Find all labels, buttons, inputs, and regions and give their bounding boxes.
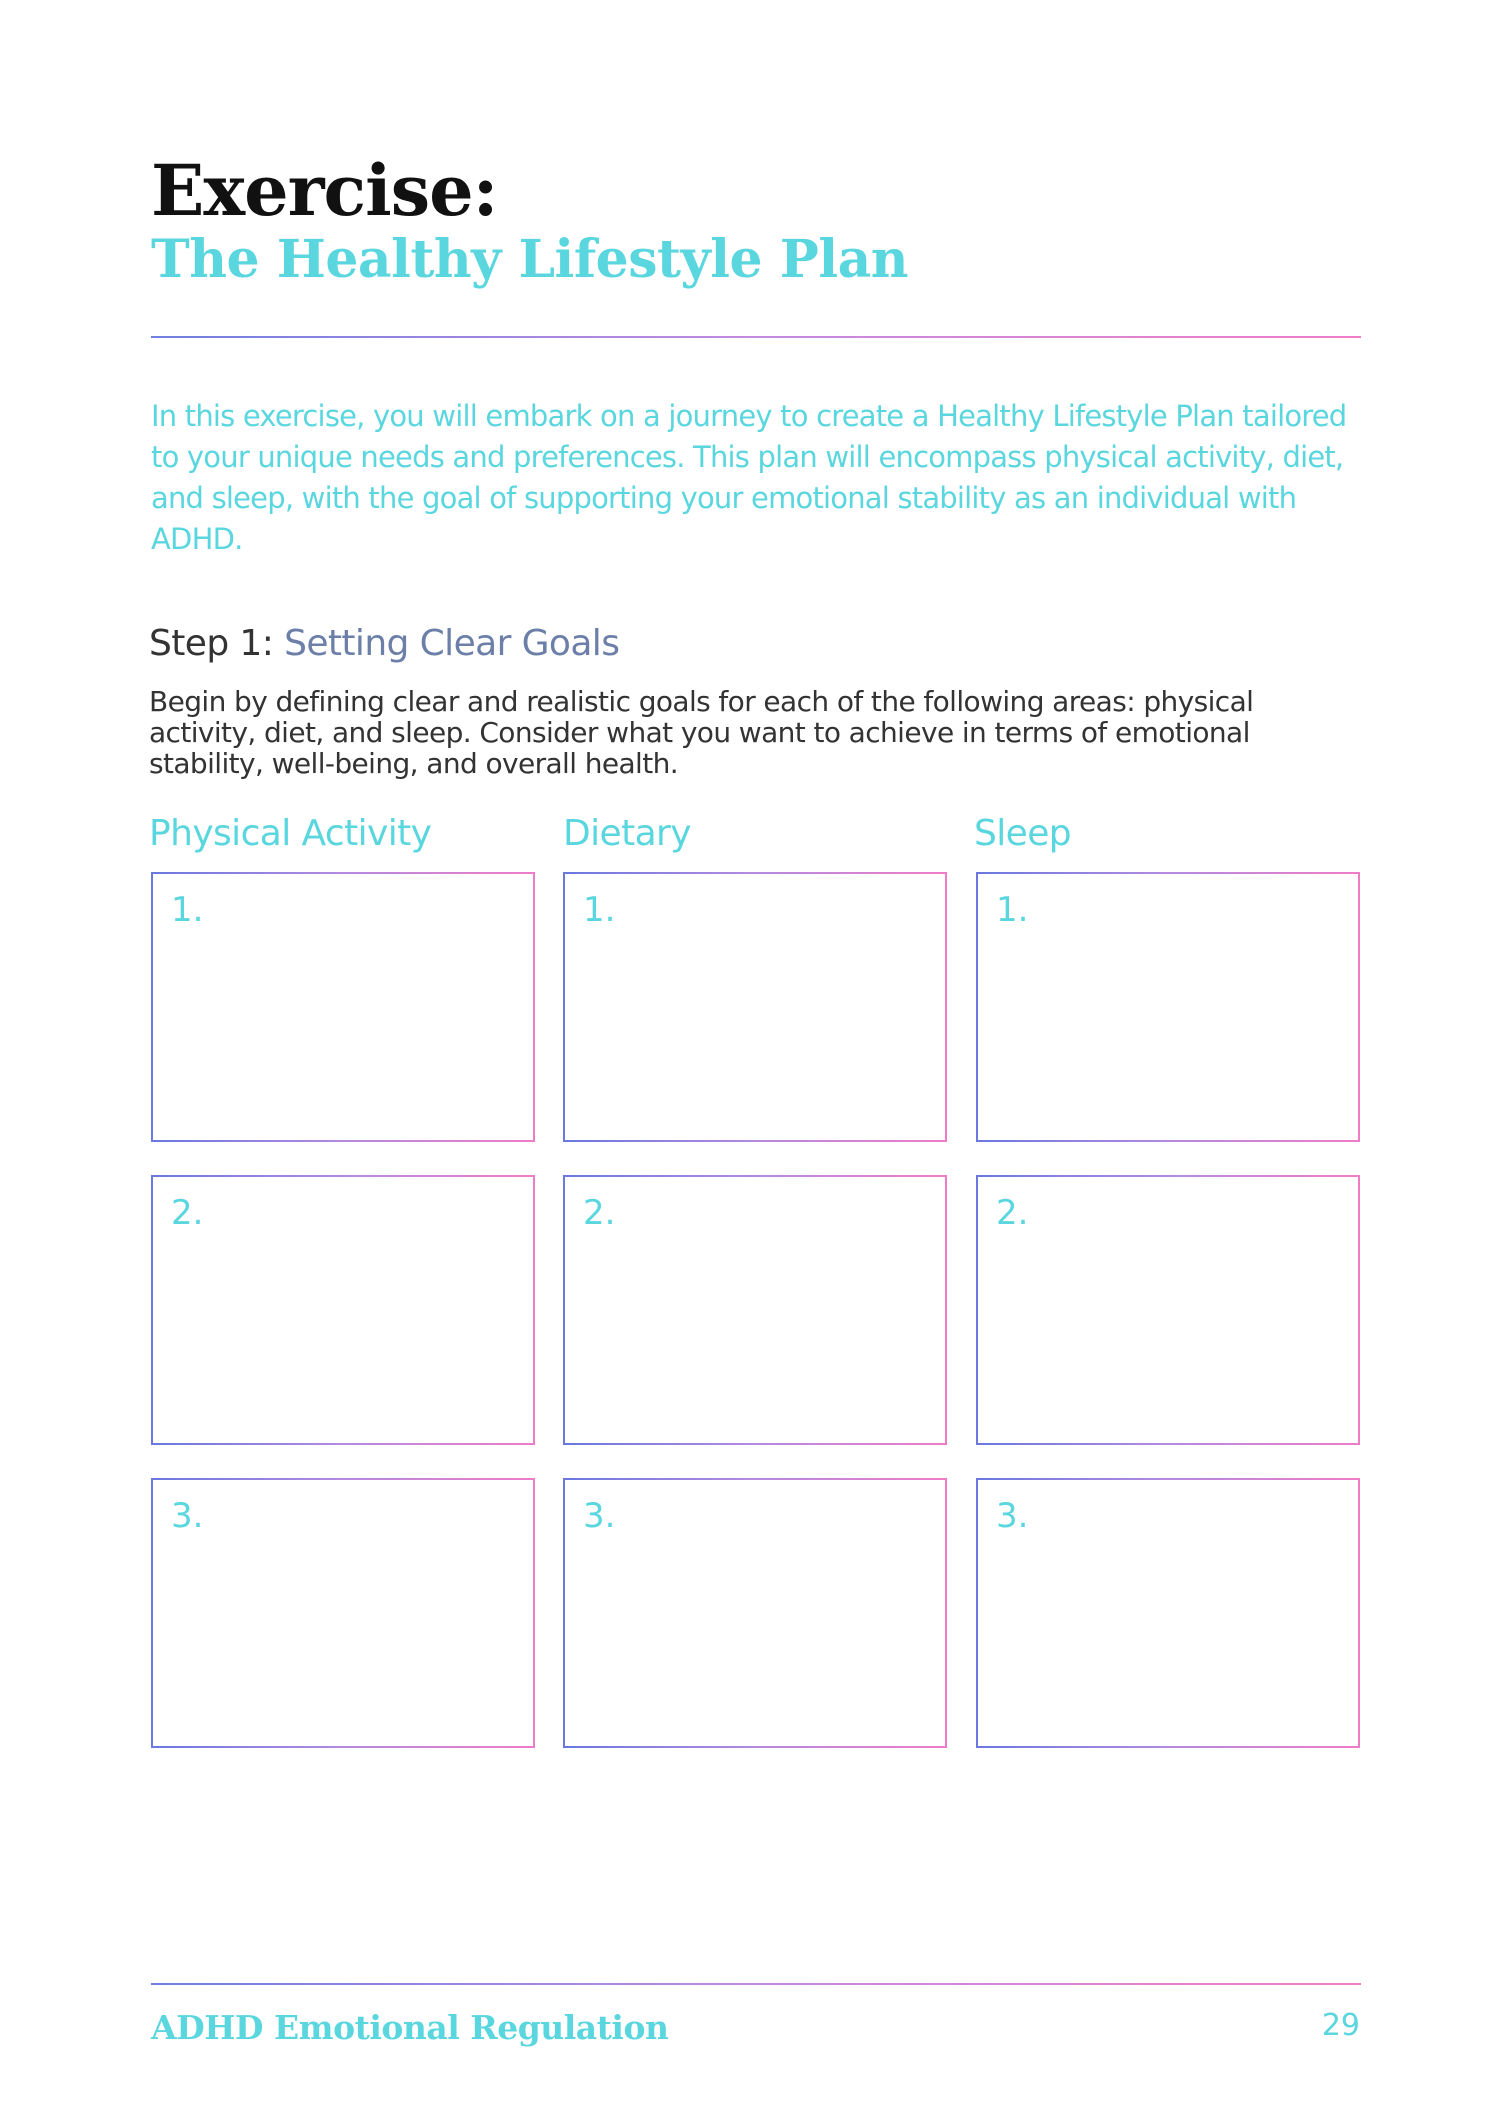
column-heading-dietary: Dietary xyxy=(563,813,691,854)
box-number: 1. xyxy=(583,890,616,930)
sleep-goal-box-3[interactable] xyxy=(976,1478,1360,1748)
sleep-goal-box-2[interactable] xyxy=(976,1175,1360,1445)
box-number: 2. xyxy=(583,1193,616,1233)
step-description: Begin by defining clear and realistic goals for each of the following areas: physical activity, diet, and sleep. Consider what you want to achieve in terms of emotional stability, well-being, and overall health. xyxy=(149,685,1254,780)
dietary-goal-box-2[interactable] xyxy=(563,1175,947,1445)
column-heading-physical-activity: Physical Activity xyxy=(149,813,432,854)
physical-activity-goal-box-1[interactable] xyxy=(151,872,535,1142)
physical-activity-goal-box-3[interactable] xyxy=(151,1478,535,1748)
box-number: 2. xyxy=(171,1193,204,1233)
footer-divider xyxy=(151,1983,1361,1985)
page-title: Exercise: xyxy=(151,149,498,232)
step-name: Setting Clear Goals xyxy=(284,623,620,664)
box-number: 3. xyxy=(171,1496,204,1536)
box-number: 3. xyxy=(996,1496,1029,1536)
column-heading-sleep: Sleep xyxy=(974,813,1072,854)
box-number: 2. xyxy=(996,1193,1029,1233)
page-subtitle: The Healthy Lifestyle Plan xyxy=(151,229,909,290)
box-number: 3. xyxy=(583,1496,616,1536)
step-heading xyxy=(149,620,619,668)
dietary-goal-box-1[interactable] xyxy=(563,872,947,1142)
footer-book-title: ADHD Emotional Regulation xyxy=(151,2008,669,2047)
box-number: 1. xyxy=(171,890,204,930)
header-divider xyxy=(151,336,1361,338)
physical-activity-goal-box-2[interactable] xyxy=(151,1175,535,1445)
step-label: Step 1: xyxy=(149,623,274,664)
dietary-goal-box-3[interactable] xyxy=(563,1478,947,1748)
page-number: 29 xyxy=(1321,2008,1360,2043)
intro-paragraph: In this exercise, you will embark on a journey to create a Healthy Lifestyle Plan tailored to your unique needs and preferences. This plan will encompass physical activity, diet, and sleep, with the goal of supporting your emotional stability as an individual with ADHD. xyxy=(151,399,1347,556)
sleep-goal-box-1[interactable] xyxy=(976,872,1360,1142)
box-number: 1. xyxy=(996,890,1029,930)
